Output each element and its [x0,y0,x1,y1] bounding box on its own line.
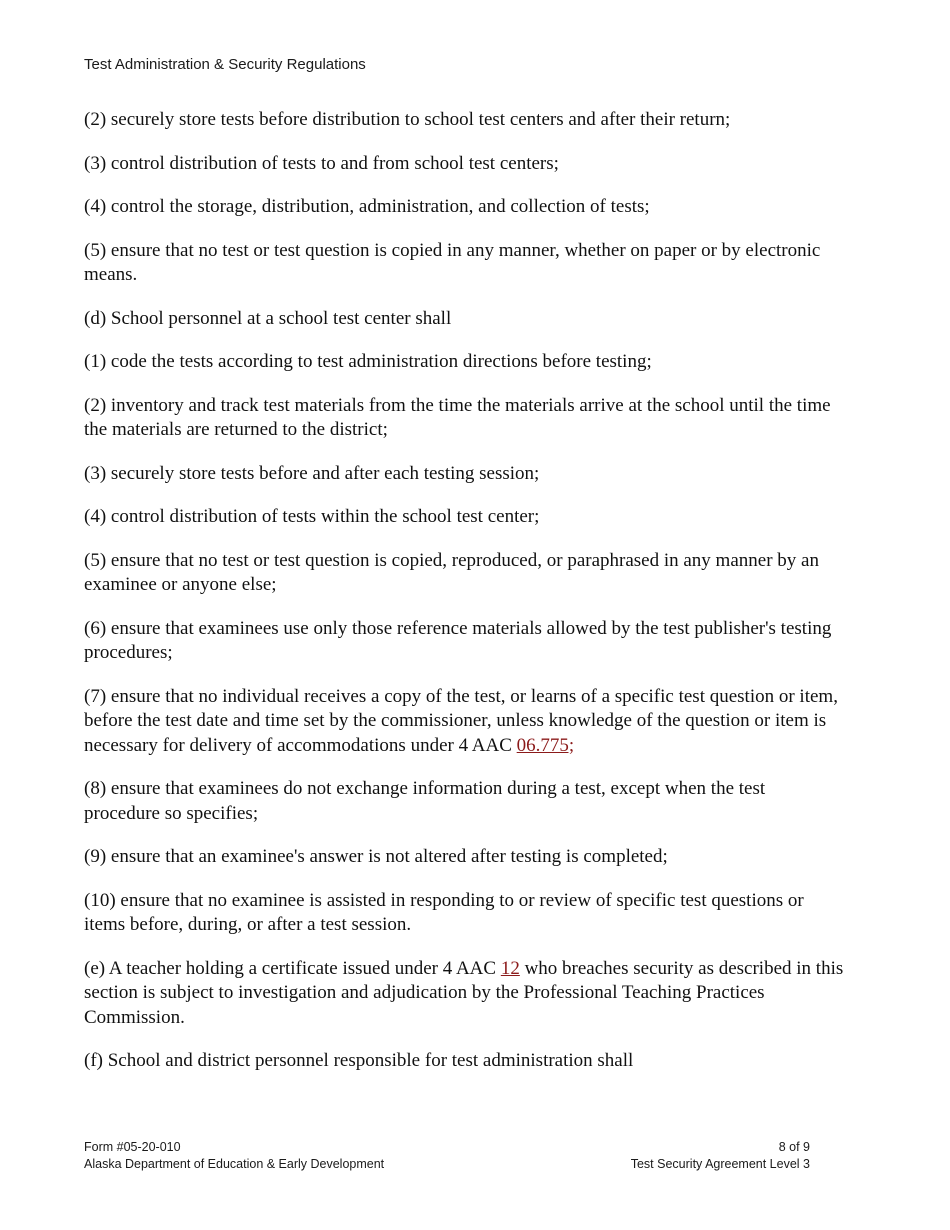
footer-right [631,1139,810,1173]
paragraph [84,617,844,666]
paragraph [84,957,844,1031]
paragraph-text: (2) inventory and track test materials from the time the materials arrive at the school until the time the materials are returned to the district; [84,394,831,440]
header-title: Test Administration & Security Regulations [84,56,366,73]
paragraph-text: (1) code the tests according to test administration directions before testing; [84,351,652,372]
paragraph [84,889,844,938]
paragraph [84,1049,844,1074]
paragraph-text: (5) ensure that no test or test question is copied, reproduced, or paraphrased in any manner by an examinee or anyone else; [84,549,819,595]
paragraph [84,307,844,332]
paragraph-text: (f) School and district personnel responsible for test administration shall [84,1050,634,1071]
paragraph [84,462,844,487]
paragraph-text: (10) ensure that no examinee is assisted in responding to or review of specific test questions or items before, during, or after a test session. [84,889,804,935]
paragraph [84,505,844,530]
document-title: Test Security Agreement Level 3 [630,1157,810,1171]
regulation-reference-link[interactable]: 12 [500,957,520,979]
paragraph [84,777,844,826]
page-number: 8 of 9 [778,1140,810,1154]
paragraph [84,845,844,870]
paragraph [84,108,844,133]
paragraph-text: (7) ensure that no individual receives a copy of the test, or learns of a specific test question or item, before the test date and time set by the commissioner, unless knowledge of the question or item is necessary for delivery of accommodations under 4 AAC [84,685,838,756]
form-number: Form #05-20-010 [84,1140,181,1154]
paragraph-text: (8) ensure that examinees do not exchange information during a test, except when the test procedure so specifies; [84,778,766,824]
regulation-reference-link[interactable]: 06.775; [516,734,575,756]
paragraph [84,394,844,443]
paragraph [84,152,844,177]
paragraph-text: (3) securely store tests before and after each testing session; [84,462,540,484]
paragraph [84,195,844,220]
paragraph-text: (d) School personnel at a school test center shall [84,307,452,329]
document-body [84,108,844,1093]
paragraph-text: (3) control distribution of tests to and from school test centers; [84,152,559,174]
paragraph-text: (5) ensure that no test or test question is copied in any manner, whether on paper or by electronic means. [84,239,821,285]
paragraph [84,549,844,598]
paragraph-text: (4) control the storage, distribution, administration, and collection of tests; [84,196,650,217]
paragraph [84,685,844,759]
footer-left [84,1139,384,1173]
paragraph-text: (4) control distribution of tests within the school test center; [84,506,540,527]
paragraph-text: (e) A teacher holding a certificate issued under 4 AAC [84,957,501,979]
paragraph [84,350,844,375]
paragraph [84,239,844,288]
paragraph-text: (6) ensure that examinees use only those reference materials allowed by the test publisher's testing procedures; [84,617,832,663]
department-name: Alaska Department of Education & Early Development [84,1157,385,1171]
paragraph-text-continued: who breaches security as described in this section is subject to investigation and adjudication by the Professional Teaching Practices Commission. [84,957,844,1028]
page-header [84,56,366,73]
paragraph-text: (2) securely store tests before distribution to school test centers and after their return; [84,109,731,130]
paragraph-text: (9) ensure that an examinee's answer is not altered after testing is completed; [84,846,668,867]
